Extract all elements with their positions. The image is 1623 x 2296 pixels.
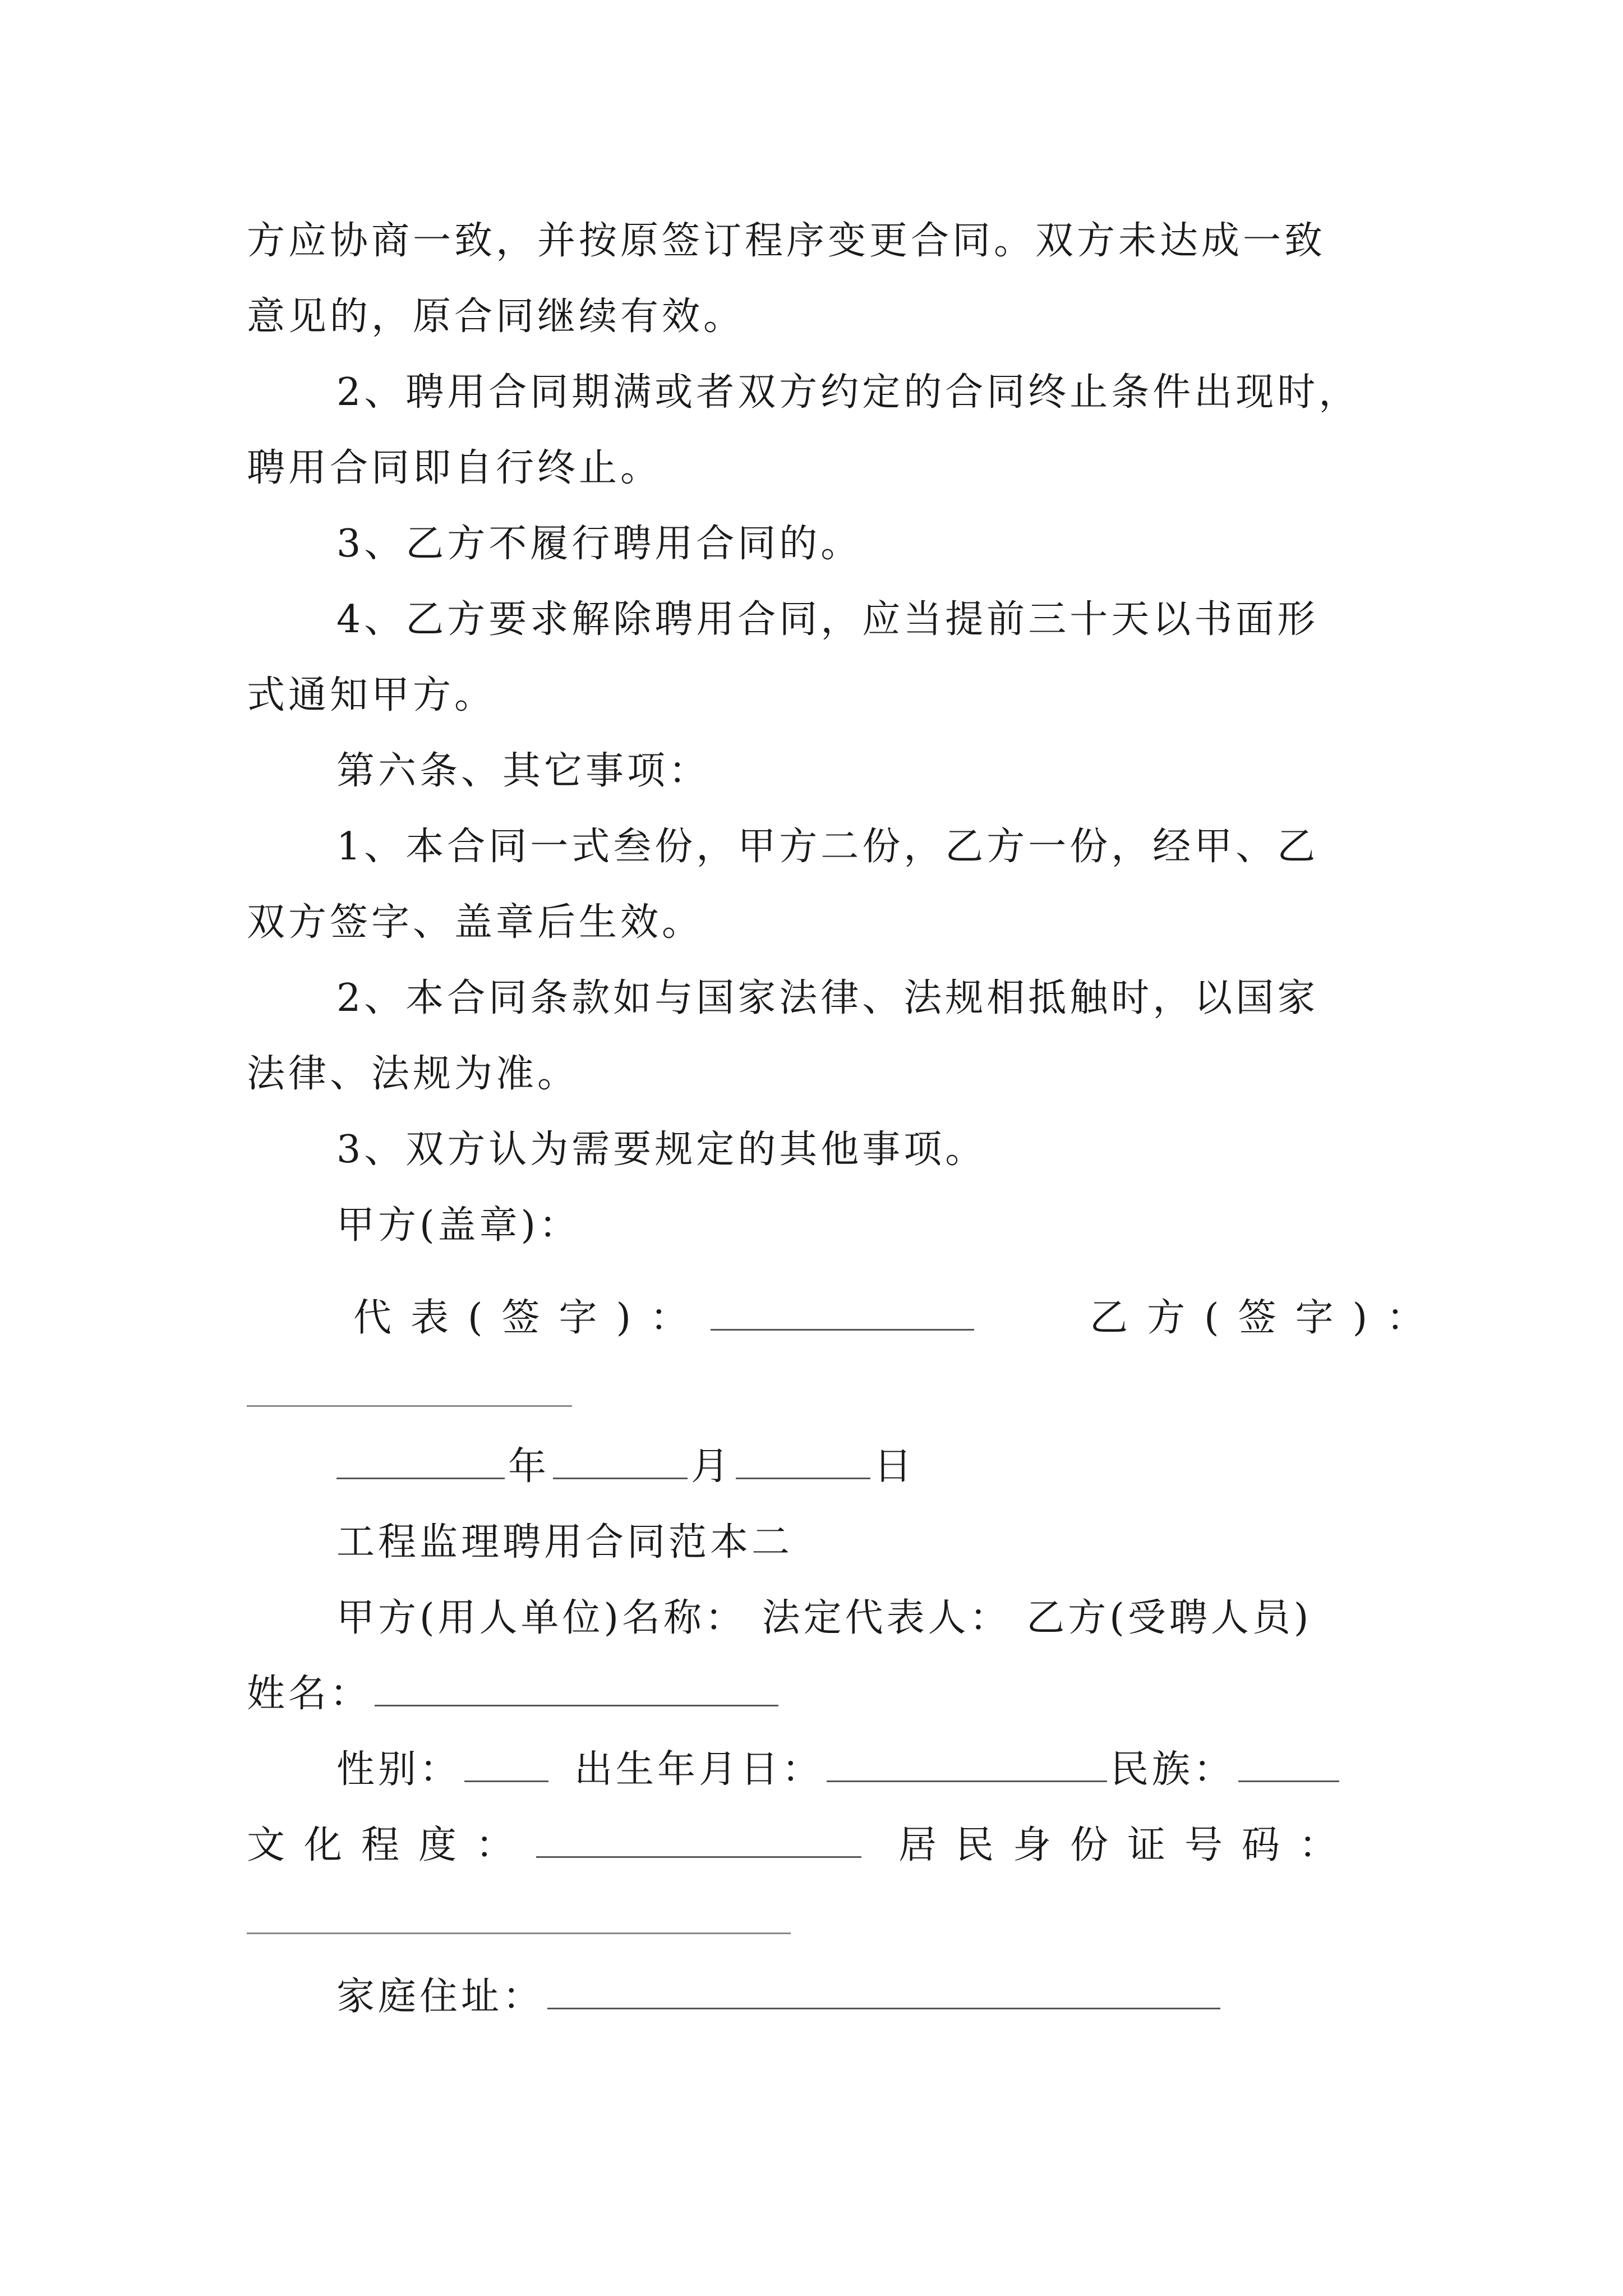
clause-6-2: 2、本合同条款如与国家法律、法规相抵触时，以国家 <box>336 976 1319 1020</box>
party-a-seal-label: 甲方(盖章)： <box>336 1203 581 1248</box>
ethnicity-blank[interactable] <box>1238 1747 1339 1782</box>
text-line: 式通知甲方。 <box>247 673 496 717</box>
party-b-signature-blank[interactable] <box>247 1405 572 1407</box>
name-blank[interactable] <box>375 1671 778 1706</box>
party-info-line: 甲方(用人单位)名称： 法定代表人： 乙方(受聘人员) <box>336 1596 1312 1640</box>
clause-2: 2、聘用合同期满或者双方约定的合同终止条件出现时， <box>336 370 1361 415</box>
text-line: 法律、法规为准。 <box>247 1052 579 1096</box>
address-blank[interactable] <box>547 1974 1220 2009</box>
text-line: 双方签字、盖章后生效。 <box>247 900 704 945</box>
birth-date-blank[interactable] <box>827 1747 1107 1782</box>
id-number-blank[interactable] <box>247 1932 791 1934</box>
signature-row <box>353 1285 1444 1352</box>
education-label: 文化程度： <box>247 1823 533 1867</box>
personal-info-row <box>336 1736 1391 1803</box>
day-label: 日 <box>874 1444 916 1489</box>
text-line: 方应协商一致，并按原签订程序变更合同。双方未达成一致 <box>247 219 1326 263</box>
gender-label: 性别： <box>336 1747 462 1792</box>
text-line: 意见的，原合同继续有效。 <box>247 295 745 339</box>
article-6-heading: 第六条、其它事项： <box>336 749 711 793</box>
representative-signature-blank[interactable] <box>711 1295 974 1331</box>
year-blank[interactable] <box>336 1444 505 1479</box>
text-line: 聘用合同即自行终止。 <box>247 446 662 490</box>
clause-4: 4、乙方要求解除聘用合同，应当提前三十天以书面形 <box>336 597 1319 642</box>
day-blank[interactable] <box>736 1444 870 1479</box>
party-b-signature-label: 乙方(签字)： <box>1090 1296 1444 1340</box>
address-label: 家庭住址： <box>336 1975 545 2019</box>
representative-signature-label: 代表(签字)： <box>353 1296 708 1340</box>
birth-date-label: 出生年月日： <box>574 1747 824 1792</box>
name-label: 姓名： <box>247 1672 372 1716</box>
year-label: 年 <box>508 1444 550 1489</box>
clause-6-3: 3、双方认为需要规定的其他事项。 <box>336 1128 987 1172</box>
education-id-row <box>247 1812 1391 1879</box>
address-row <box>336 1963 1391 2031</box>
month-label: 月 <box>691 1444 733 1489</box>
name-row <box>247 1660 1391 1728</box>
clause-3: 3、乙方不履行聘用合同的。 <box>336 522 863 566</box>
education-blank[interactable] <box>536 1823 861 1858</box>
section-title: 工程监理聘用合同范本二 <box>336 1520 794 1565</box>
id-number-label: 居民身份证号码： <box>898 1823 1357 1867</box>
ethnicity-label: 民族： <box>1110 1747 1235 1792</box>
month-blank[interactable] <box>553 1444 688 1479</box>
clause-6-1: 1、本合同一式叁份，甲方二份，乙方一份，经甲、乙 <box>336 825 1319 869</box>
date-row <box>336 1433 1391 1501</box>
gender-blank[interactable] <box>464 1747 548 1782</box>
